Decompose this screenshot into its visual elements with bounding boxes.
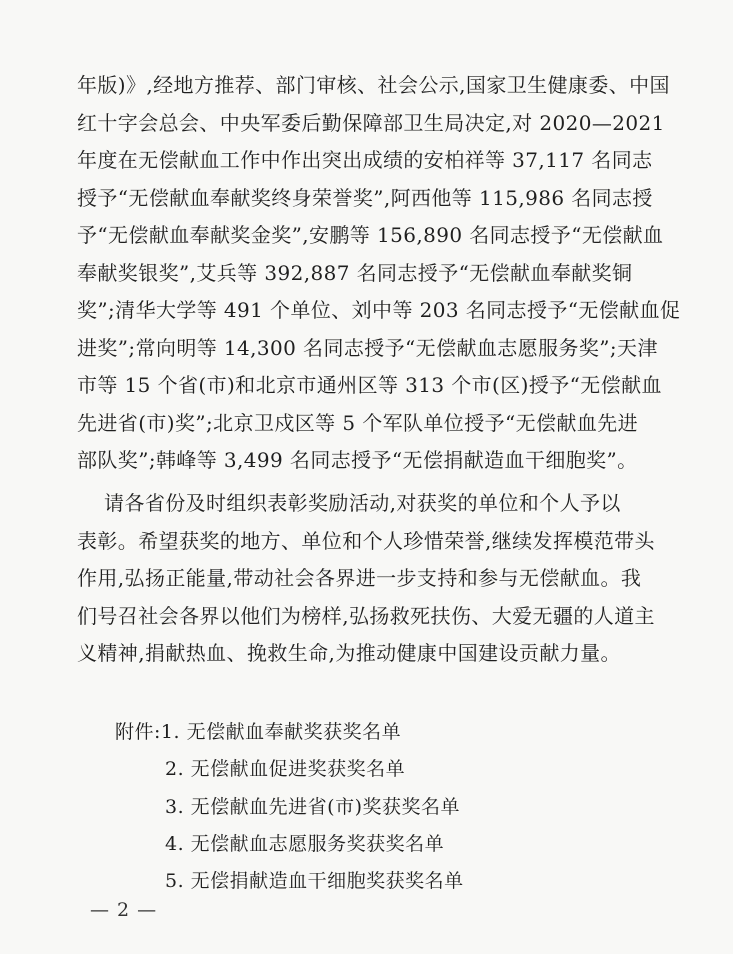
text-line: 表彰。希望获奖的地方、单位和个人珍惜荣誉,继续发挥模范带头 — [77, 528, 655, 553]
text-line: 请各省份及时组织表彰奖励活动,对获奖的单位和个人予以 — [77, 491, 621, 515]
attachment-item: 2. 无偿献血促进奖获奖名单 — [165, 758, 406, 781]
text-line: 年度在无偿献血工作中作出突出成绩的安柏祥等 37,117 名同志 — [77, 148, 653, 172]
text-line: 先进省(市)奖”;北京卫戍区等 5 个军队单位授予“无偿献血先进 — [77, 410, 639, 435]
text-line: 们号召社会各界以他们为榜样,弘扬救死扶伤、大爱无疆的人道主 — [77, 603, 655, 628]
page-number: — 2 — — [90, 899, 158, 921]
attachment-item: 3. 无偿献血先进省(市)奖获奖名单 — [165, 795, 460, 818]
attachment-item: 4. 无偿献血志愿服务奖获奖名单 — [165, 832, 445, 855]
text-line: 奖”;清华大学等 491 个单位、刘中等 203 名同志授予“无偿献血促 — [77, 298, 681, 322]
text-line: 进奖”;常向明等 14,300 名同志授予“无偿献血志愿服务奖”;天津 — [77, 335, 658, 360]
paragraph-1 — [77, 67, 681, 480]
text-line: 红十字会总会、中央军委后勤保障部卫生局决定,对 2020—2021 — [77, 110, 665, 135]
text-line: 部队奖”;韩峰等 3,499 名同志授予“无偿捐献造血干细胞奖”。 — [77, 448, 638, 472]
text-line: 义精神,捐献热血、挽救生命,为推动健康中国建设贡献力量。 — [77, 641, 621, 665]
paragraph-2 — [77, 485, 657, 673]
attachment-title: 1. 无偿献血奉献奖获奖名单 — [160, 721, 402, 743]
attachment-item — [115, 714, 635, 751]
text-line: 授予“无偿献血奉献奖终身荣誉奖”,阿西他等 115,986 名同志授 — [77, 185, 653, 210]
text-line: 年版)》,经地方推荐、部门审核、社会公示,国家卫生健康委、中国 — [77, 73, 670, 97]
text-line: 奉献奖银奖”,艾兵等 392,887 名同志授予“无偿献血奉献奖铜 — [77, 260, 633, 285]
text-line: 予“无偿献血奉献奖金奖”,安鹏等 156,890 名同志授予“无偿献血 — [77, 223, 664, 247]
text-line: 作用,弘扬正能量,带动社会各界进一步支持和参与无偿献血。我 — [77, 566, 642, 590]
text-line: 市等 15 个省(市)和北京市通州区等 313 个市(区)授予“无偿献血 — [77, 373, 662, 397]
attachments-label: 附件: — [115, 721, 161, 743]
attachment-item: 5. 无偿捐献造血干细胞奖获奖名单 — [165, 870, 464, 893]
attachments-list — [115, 714, 635, 900]
